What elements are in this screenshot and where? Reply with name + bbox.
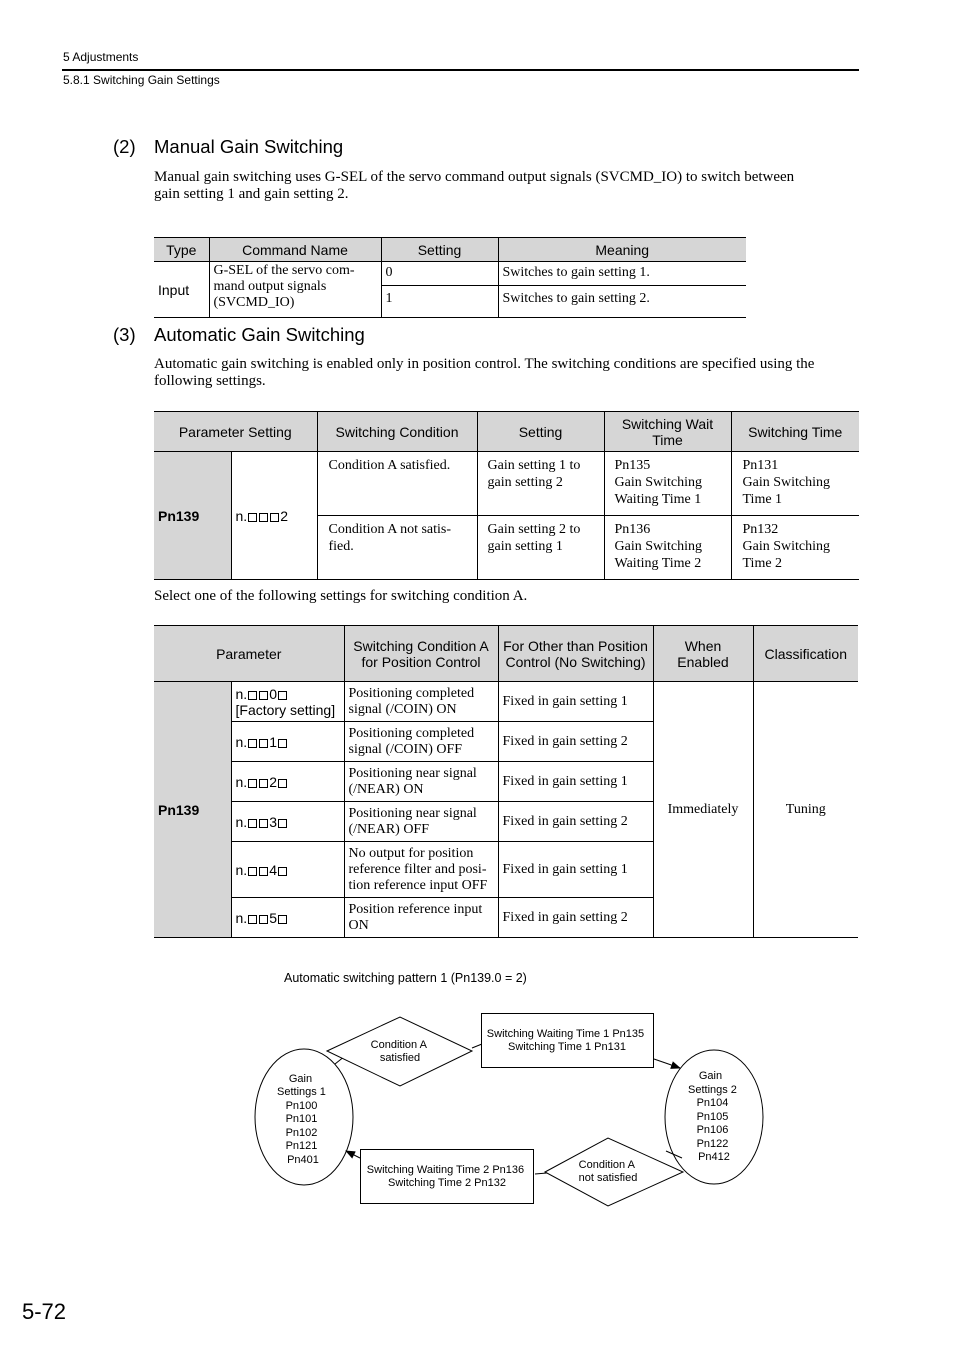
box1-line: Switching Waiting Time 1 Pn135 — [486, 1028, 645, 1040]
other-cell: Fixed in gain setting 2 — [498, 802, 653, 842]
factory-setting-note: [Factory setting] — [235, 701, 336, 718]
box2-label — [367, 1164, 527, 1189]
cond-a-line: satisfied — [379, 1052, 421, 1064]
header-parameter: Parameter — [154, 626, 344, 682]
param-value-cell: n. 2 — [231, 762, 344, 802]
page-number: 5-72 — [22, 1299, 67, 1324]
arrow-to-gain1 — [346, 1151, 360, 1158]
cell-line: Gain Switching — [742, 475, 830, 490]
cell-line: Gain Switching — [614, 475, 702, 490]
cell-line: tion reference input OFF — [348, 877, 488, 893]
gain2-line: Pn104 — [696, 1097, 729, 1109]
when-enabled-cell: Immediately — [653, 682, 753, 938]
meaning-cell: Switches to gain setting 1. — [498, 262, 746, 286]
param-value-cell: n. 4 — [231, 842, 344, 898]
header-switching-condition: Switching Condition — [317, 412, 477, 452]
value-suffix: 2 — [280, 507, 288, 524]
gain1-line: Pn121 — [285, 1140, 318, 1152]
cell-line: Pn136 — [614, 522, 651, 537]
cell-line: Pn135 — [614, 458, 651, 473]
cell-line: (/NEAR) ON — [348, 781, 424, 797]
value-prefix: n. — [235, 507, 248, 524]
gain1-line: Pn101 — [285, 1113, 318, 1125]
connector-line — [535, 1173, 547, 1174]
box2-line: Switching Waiting Time 2 Pn136 — [366, 1164, 525, 1176]
connector-line — [472, 1044, 482, 1048]
section-number-2: (2) — [113, 136, 136, 157]
cond-not-line: not satisfied — [578, 1172, 638, 1184]
header-other-than-position: For Other than Position Control (No Switching) — [498, 626, 653, 682]
other-cell: Fixed in gain setting 1 — [498, 762, 653, 802]
value-digit: 5 — [269, 909, 277, 926]
classification-cell: Tuning — [753, 682, 858, 938]
auto-desc-line-1: Automatic gain switching is enabled only in position control. The switching conditions are specified using the — [154, 356, 815, 372]
arrow-to-gain2 — [654, 1059, 680, 1068]
other-cell: Fixed in gain setting 2 — [498, 722, 653, 762]
value-digit: 0 — [269, 685, 277, 702]
auto-desc-line-2: following settings. — [154, 373, 266, 389]
cell-line: Positioning completed — [348, 725, 475, 741]
header-parameter-setting: Parameter Setting — [154, 412, 317, 452]
cell-line: Gain Switching — [614, 539, 702, 554]
cell-line: Positioning near signal — [348, 805, 477, 821]
cell-line: signal (/COIN) OFF — [348, 741, 463, 757]
value-digit: 4 — [269, 861, 277, 878]
gain2-line: Pn412 — [698, 1151, 730, 1163]
param-value-cell: n. 5 — [231, 898, 344, 938]
gain1-line: Settings 1 — [277, 1086, 326, 1098]
section-title-manual: Manual Gain Switching — [154, 136, 344, 157]
value-digit: 1 — [269, 733, 277, 750]
cell-line: Waiting Time 2 — [614, 556, 702, 571]
cell-line: Time 2 — [742, 556, 783, 571]
cell-line: ON — [348, 917, 369, 933]
other-cell: Fixed in gain setting 1 — [498, 682, 653, 722]
param-value-line: n. 0 — [236, 686, 340, 702]
box2-line: Switching Time 2 Pn132 — [387, 1177, 507, 1189]
cell-line: Time 1 — [742, 492, 783, 507]
command-line: G-SEL of the servo com- — [213, 263, 355, 278]
chapter-header: 5 Adjustments — [63, 50, 139, 64]
cond-not-line: Condition A — [578, 1159, 635, 1171]
header-setting: Setting — [381, 238, 498, 262]
value-digit: 3 — [269, 813, 277, 830]
cell-line: gain setting 2 — [487, 475, 563, 490]
cell-line: Gain setting 1 to — [487, 458, 581, 473]
cell-line: (/NEAR) OFF — [348, 821, 430, 837]
cell-line: No output for position — [348, 845, 474, 861]
value-digit: 2 — [269, 773, 277, 790]
header-label: Switching Wait Time — [621, 415, 714, 448]
cell-line: Condition A not satis- — [328, 522, 452, 537]
header-label: When Enabled — [677, 637, 729, 670]
param-cell: Pn139 — [154, 682, 231, 938]
cell-line: Gain Switching — [742, 539, 830, 554]
cell-line: Position reference input — [348, 901, 483, 917]
section-title-auto: Automatic Gain Switching — [154, 324, 365, 345]
type-cell: Input — [154, 262, 209, 318]
command-line: (SVCMD_IO) — [213, 295, 295, 310]
section-number-3: (3) — [113, 324, 136, 345]
header-classification: Classification — [753, 626, 858, 682]
param-value-cell: n. 1 — [231, 722, 344, 762]
gain2-line: Pn105 — [696, 1111, 729, 1123]
cell-line: Pn131 — [742, 458, 779, 473]
cell-line: reference filter and posi- — [348, 861, 487, 877]
section-header: 5.8.1 Switching Gain Settings — [63, 73, 220, 87]
cell-line: Positioning near signal — [348, 765, 477, 781]
gain1-line: Pn401 — [287, 1154, 319, 1166]
param-value-cell: n. 3 — [231, 802, 344, 842]
other-cell: Fixed in gain setting 1 — [498, 842, 653, 898]
cell-line: Pn132 — [742, 522, 779, 537]
gain2-line: Gain — [698, 1070, 723, 1082]
cell-line: Positioning completed — [348, 685, 475, 701]
gain1-line: Pn100 — [285, 1100, 318, 1112]
header-meaning: Meaning — [498, 238, 746, 262]
box1-line: Switching Time 1 Pn131 — [507, 1041, 627, 1053]
gain2-line: Pn122 — [696, 1138, 729, 1150]
other-cell: Fixed in gain setting 2 — [498, 898, 653, 938]
cell-line: gain setting 1 — [487, 539, 563, 554]
setting-cell: 0 — [381, 262, 498, 286]
command-line: mand output signals — [213, 279, 327, 294]
diagram-caption: Automatic switching pattern 1 (Pn139.0 = 2) — [284, 971, 527, 985]
manual-desc-line-2: gain setting 1 and gain setting 2. — [154, 186, 349, 202]
gain1-line: Pn102 — [285, 1127, 318, 1139]
condition-not-label — [579, 1159, 638, 1184]
cond-a-line: Condition A — [370, 1039, 427, 1051]
param-cell: Pn139 — [154, 452, 231, 580]
cell-line: Gain setting 2 to — [487, 522, 581, 537]
header-condition-a: Switching Condition A for Position Control — [344, 626, 498, 682]
select-condition-text: Select one of the following settings for switching condition A. — [154, 588, 528, 604]
header-command-name: Command Name — [209, 238, 381, 262]
gain2-line: Settings 2 — [688, 1084, 737, 1096]
header-switching-time: Switching Time — [731, 412, 859, 452]
manual-desc-line-1: Manual gain switching uses G-SEL of the servo command output signals (SVCMD_IO) to switch between — [154, 169, 795, 185]
cell-line: Waiting Time 1 — [614, 492, 702, 507]
cell-line: fied. — [328, 539, 354, 554]
gain1-line: Gain — [288, 1073, 313, 1085]
cell-line: signal (/COIN) ON — [348, 701, 457, 717]
gain2-line: Pn106 — [696, 1124, 729, 1136]
header-setting: Setting — [477, 412, 604, 452]
meaning-cell: Switches to gain setting 2. — [498, 286, 746, 318]
setting-cell: 1 — [381, 286, 498, 318]
condition-cell: Condition A satisfied. — [317, 452, 477, 516]
header-type: Type — [154, 238, 209, 262]
box1-label — [487, 1028, 647, 1053]
